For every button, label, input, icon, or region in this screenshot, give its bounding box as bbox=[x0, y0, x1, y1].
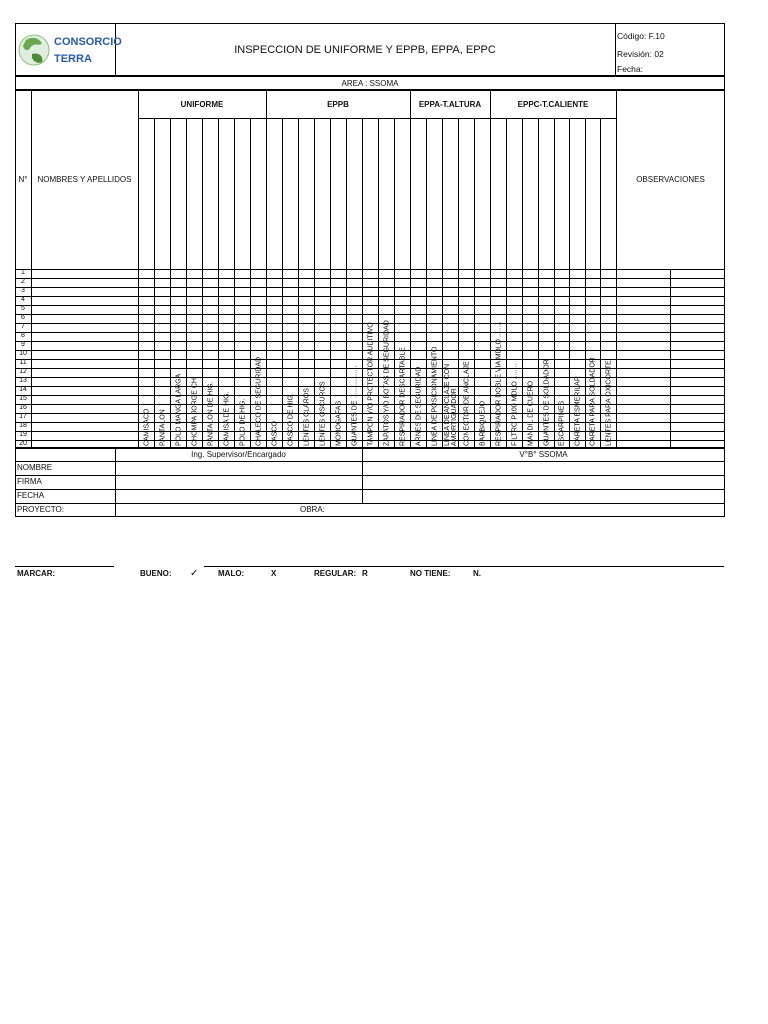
item-col bbox=[186, 118, 202, 448]
item-label: TAMPON Y/O PROTECTOR AUDITIVO bbox=[367, 322, 374, 446]
row-line bbox=[15, 305, 724, 306]
item-label: CHALECO DE SEGURIDAD bbox=[255, 356, 262, 446]
item-label: CAMISA DE HIG. bbox=[223, 391, 230, 446]
item-label: ARNES DE SEGURIDAD bbox=[415, 366, 422, 446]
item-col bbox=[569, 118, 585, 448]
row-number: 14 bbox=[19, 386, 27, 393]
nombre-label: NOMBRE bbox=[17, 463, 53, 472]
item-label: CONECTOR DE ANCLAJE bbox=[463, 361, 470, 446]
item-label: LINEA DE POSICIONAMIENTO bbox=[431, 346, 438, 446]
row-number: 20 bbox=[19, 440, 27, 447]
item-label: CAMISACO bbox=[143, 408, 150, 446]
row-line bbox=[15, 278, 724, 279]
legend-bueno: BUENO: bbox=[140, 569, 172, 578]
item-label: CARETA ESMERILAR bbox=[574, 376, 581, 446]
item-col bbox=[234, 118, 250, 448]
row-number: 4 bbox=[21, 296, 25, 303]
row-line bbox=[15, 386, 724, 387]
item-label: POLO MANGA LARGA bbox=[175, 373, 182, 446]
sig-line-1 bbox=[15, 461, 725, 462]
item-label: GUANTES DE SOLDADOR bbox=[543, 359, 550, 446]
item-col bbox=[490, 118, 506, 448]
legend-no-tiene: NO TIENE: bbox=[410, 569, 451, 578]
row-line bbox=[15, 422, 724, 423]
item-col bbox=[522, 118, 538, 448]
form-date: Fecha: bbox=[617, 64, 643, 74]
row-line bbox=[15, 341, 724, 342]
item-col bbox=[458, 118, 474, 448]
row-number: 15 bbox=[19, 395, 27, 402]
row-number: 8 bbox=[21, 332, 25, 339]
item-col bbox=[250, 118, 266, 448]
form-revision: Revisión: 02 bbox=[617, 49, 664, 59]
legend-regular: REGULAR: bbox=[314, 569, 357, 578]
item-label: PANTALON DE HIG. bbox=[207, 381, 214, 446]
item-label: ZAPATOS Y/O BOTAS DE SEGURIDAD bbox=[383, 320, 390, 446]
row-number: 19 bbox=[19, 431, 27, 438]
item-label: BARBIQUEJO bbox=[479, 400, 486, 446]
group-eppc: EPPC-T.CALIENTE bbox=[517, 99, 589, 109]
proyecto-label: PROYECTO: bbox=[17, 505, 64, 514]
item-label: LENTES CLAROS bbox=[303, 388, 310, 446]
row-number: 11 bbox=[19, 359, 27, 366]
fecha-label: FECHA bbox=[17, 491, 45, 500]
item-label: LENTES OSCUROS bbox=[319, 381, 326, 446]
row-number: 2 bbox=[21, 278, 25, 285]
row-line bbox=[15, 368, 724, 369]
item-label: CARETA PARA SOLDADOR bbox=[589, 357, 597, 446]
item-label: PANTALON bbox=[159, 409, 166, 446]
logo-text-line1: CONSORCIO bbox=[54, 36, 122, 48]
item-col bbox=[378, 118, 394, 448]
legend-bueno-check: ✓ bbox=[190, 568, 199, 579]
item-col bbox=[442, 118, 458, 448]
row-line bbox=[15, 413, 724, 414]
item-label: RESPIRADOR DOBLE VIA MDLO ........ bbox=[495, 321, 502, 446]
item-col bbox=[394, 118, 410, 448]
item-col bbox=[330, 118, 346, 448]
item-col bbox=[585, 118, 600, 448]
row-number: 13 bbox=[19, 377, 27, 384]
legend-line-2 bbox=[204, 566, 724, 567]
legend-no-tiene-mark: N. bbox=[473, 569, 481, 578]
sig-line-4 bbox=[15, 503, 725, 504]
item-col bbox=[202, 118, 218, 448]
row-line bbox=[15, 314, 724, 315]
row-line bbox=[15, 287, 724, 288]
col-header-num: N° bbox=[18, 175, 28, 184]
item-col bbox=[298, 118, 314, 448]
group-eppa: EPPA-T.ALTURA bbox=[418, 99, 482, 109]
row-line bbox=[15, 377, 724, 378]
legend-regular-mark: R bbox=[362, 569, 368, 578]
group-eppb: EPPB bbox=[327, 99, 349, 109]
item-col bbox=[362, 118, 378, 448]
item-label: MONOGAFAS bbox=[335, 400, 342, 446]
header-divider-right bbox=[615, 23, 616, 76]
item-col bbox=[426, 118, 442, 448]
row-number: 10 bbox=[19, 350, 27, 357]
row-number: 3 bbox=[21, 287, 25, 294]
row-line bbox=[15, 359, 724, 360]
row-line bbox=[15, 431, 724, 432]
area-label: AREA : SSOMA bbox=[341, 78, 399, 88]
legend-malo: MALO: bbox=[218, 569, 245, 578]
row-line bbox=[15, 323, 724, 324]
col-header-names: NOMBRES Y APELLIDOS bbox=[37, 175, 132, 184]
row-line bbox=[15, 440, 724, 441]
item-col bbox=[138, 118, 154, 448]
item-col bbox=[538, 118, 554, 448]
ssoma-approval-label: V°B° SSOMA bbox=[519, 450, 568, 459]
row-number: 16 bbox=[19, 404, 27, 411]
legend-malo-mark: X bbox=[271, 569, 277, 578]
globe-icon bbox=[18, 28, 50, 72]
item-col bbox=[154, 118, 170, 448]
item-col bbox=[506, 118, 522, 448]
company-logo bbox=[18, 26, 122, 74]
item-label: RESPIRADOR DESCARTABLE bbox=[399, 347, 406, 446]
legend-marcar: MARCAR: bbox=[17, 569, 56, 578]
sig-line-2 bbox=[15, 475, 725, 476]
item-col bbox=[600, 118, 616, 448]
item-label: MANDIL DE CUERO bbox=[527, 380, 534, 446]
row-line bbox=[15, 404, 724, 405]
item-col bbox=[554, 118, 569, 448]
item-col bbox=[266, 118, 282, 448]
row-line bbox=[15, 395, 724, 396]
item-label: GUANTES DE ................. bbox=[351, 365, 358, 446]
form-code: Código: F.10 bbox=[617, 31, 665, 41]
col-header-observations: OBSERVACIONES bbox=[636, 175, 705, 184]
row-number: 7 bbox=[21, 323, 25, 330]
item-label: CASCO DE HIG. bbox=[287, 393, 294, 446]
item-label: LENTES PARA OXICORTE bbox=[605, 360, 612, 446]
supervisor-label: Ing. Supervisor/Encargado bbox=[191, 450, 286, 459]
row-number: 5 bbox=[21, 305, 25, 312]
item-col bbox=[218, 118, 234, 448]
item-col bbox=[346, 118, 362, 448]
item-label: ESCARPINES bbox=[558, 400, 566, 446]
item-col bbox=[282, 118, 298, 448]
item-label: CASCO bbox=[271, 421, 278, 446]
row-number: 9 bbox=[21, 341, 25, 348]
group-uniforme: UNIFORME bbox=[180, 99, 224, 109]
item-col bbox=[170, 118, 186, 448]
row-number: 17 bbox=[19, 413, 27, 420]
row-number: 12 bbox=[19, 368, 27, 375]
obra-label: OBRA: bbox=[300, 505, 325, 514]
item-col bbox=[314, 118, 330, 448]
item-col bbox=[410, 118, 426, 448]
item-label: FILTRO P100 MDLO ........ bbox=[511, 363, 518, 446]
firma-label: FIRMA bbox=[17, 477, 42, 486]
row-number: 18 bbox=[19, 422, 27, 429]
item-label: LINEA DE ANCLAJE CON AMORTIGUADOR bbox=[443, 363, 458, 446]
row-line bbox=[15, 332, 724, 333]
row-number: 1 bbox=[21, 269, 25, 276]
sig-line-3 bbox=[15, 489, 725, 490]
item-label: POLO DE HIG. bbox=[239, 398, 246, 446]
form-title: INSPECCION DE UNIFORME Y EPPB, EPPA, EPPC bbox=[234, 43, 496, 56]
legend-line-1 bbox=[15, 566, 114, 567]
item-label: CHOMPA JORGE CH bbox=[191, 378, 198, 446]
row-line bbox=[15, 350, 724, 351]
item-col bbox=[474, 118, 490, 448]
logo-text-line2: TERRA bbox=[54, 53, 92, 65]
row-number: 6 bbox=[21, 314, 25, 321]
row-line bbox=[15, 296, 724, 297]
